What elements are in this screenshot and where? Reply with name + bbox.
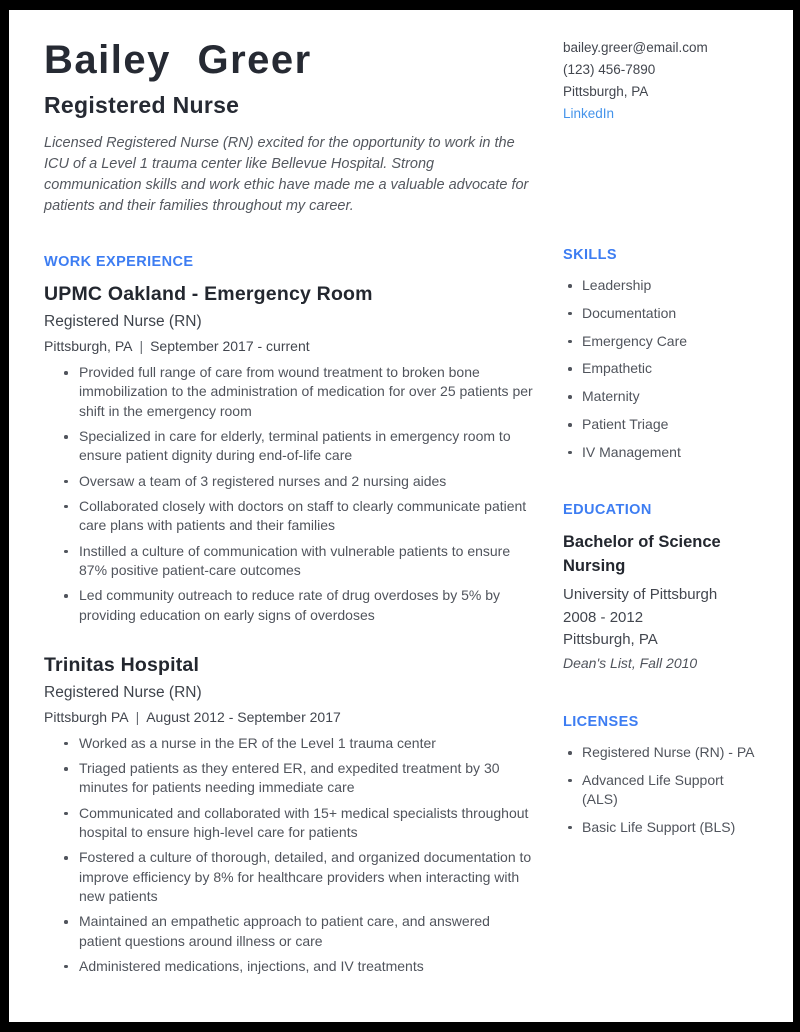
skill-item: Patient Triage bbox=[568, 415, 757, 434]
job-bullet-list bbox=[44, 734, 535, 976]
job-bullet: Led community outreach to reduce rate of drug overdoses by 5% by providing education on early signs of overdoses bbox=[64, 586, 535, 625]
skills-heading: SKILLS bbox=[563, 247, 617, 263]
skill-item: Maternity bbox=[568, 387, 757, 406]
job-bullet: Triaged patients as they entered ER, and expedited treatment by 30 minutes for patients needing immediate care bbox=[64, 759, 535, 798]
contact-location: Pittsburgh, PA bbox=[563, 84, 649, 99]
licenses-section bbox=[563, 714, 757, 837]
job-location: Pittsburgh PA bbox=[44, 708, 129, 725]
right-column bbox=[563, 37, 757, 992]
job-dates: August 2012 - September 2017 bbox=[146, 708, 341, 725]
contact-block bbox=[563, 37, 757, 125]
license-item: Basic Life Support (BLS) bbox=[568, 818, 757, 837]
job-role: Registered Nurse (RN) bbox=[44, 683, 202, 701]
job-bullet: Oversaw a team of 3 registered nurses and 2 nursing aides bbox=[64, 472, 535, 491]
job-company: Trinitas Hospital bbox=[44, 653, 200, 676]
summary-paragraph: Licensed Registered Nurse (RN) excited for the opportunity to work in the ICU of a Level 1 trauma center like Bellevue Hospital. Strong communication skills and work ethic have made me a valuable advocate for patients and their families throughout my career. bbox=[44, 135, 529, 215]
work-experience-section bbox=[44, 254, 535, 976]
job-bullet-list bbox=[44, 363, 535, 625]
meta-separator: | bbox=[139, 338, 144, 355]
skill-item: Documentation bbox=[568, 304, 757, 323]
job-meta bbox=[44, 709, 535, 725]
job-bullet: Worked as a nurse in the ER of the Level 1 trauma center bbox=[64, 734, 535, 753]
education-honors: Dean's List, Fall 2010 bbox=[563, 654, 698, 671]
job-bullet: Administered medications, injections, and IV treatments bbox=[64, 957, 535, 976]
left-column bbox=[44, 37, 535, 992]
education-dates: 2008 - 2012 bbox=[563, 608, 644, 626]
meta-separator: | bbox=[135, 708, 140, 725]
education-school: University of Pittsburgh bbox=[563, 586, 718, 604]
job-bullet: Collaborated closely with doctors on staff to clearly communicate patient care plans with patients and their families bbox=[64, 497, 535, 536]
skill-item: Leadership bbox=[568, 276, 757, 295]
job-entry-trinitas bbox=[44, 654, 535, 976]
person-title: Registered Nurse bbox=[44, 92, 240, 118]
person-name: Bailey Greer bbox=[44, 38, 312, 82]
education-location: Pittsburgh, PA bbox=[563, 631, 658, 649]
license-item: Advanced Life Support (ALS) bbox=[568, 771, 757, 810]
skill-item: Empathetic bbox=[568, 359, 757, 378]
job-bullet: Fostered a culture of thorough, detailed, and organized documentation to improve efficiency by 8% for healthcare providers when interacting with new patients bbox=[64, 848, 535, 906]
job-role: Registered Nurse (RN) bbox=[44, 313, 202, 331]
work-experience-heading: WORK EXPERIENCE bbox=[44, 254, 194, 271]
skills-list bbox=[563, 276, 757, 462]
education-degree: Bachelor of Science Nursing bbox=[563, 533, 721, 576]
contact-phone: (123) 456-7890 bbox=[563, 62, 656, 77]
licenses-list bbox=[563, 743, 757, 837]
job-bullet: Instilled a culture of communication with vulnerable patients to ensure 87% positive patient-care outcomes bbox=[64, 542, 535, 581]
license-item: Registered Nurse (RN) - PA bbox=[568, 743, 757, 762]
job-meta bbox=[44, 338, 535, 354]
skill-item: IV Management bbox=[568, 443, 757, 462]
resume-page bbox=[9, 10, 793, 1022]
job-location: Pittsburgh, PA bbox=[44, 338, 133, 355]
job-company: UPMC Oakland - Emergency Room bbox=[44, 283, 373, 306]
education-section bbox=[563, 502, 757, 674]
job-bullet: Communicated and collaborated with 15+ medical specialists throughout hospital to ensure high-level care for patients bbox=[64, 804, 535, 843]
job-bullet: Maintained an empathetic approach to patient care, and answered patient questions around illness or care bbox=[64, 912, 535, 951]
linkedin-link[interactable]: LinkedIn bbox=[563, 106, 615, 121]
skill-item: Emergency Care bbox=[568, 332, 757, 351]
contact-email: bailey.greer@email.com bbox=[563, 40, 708, 55]
education-heading: EDUCATION bbox=[563, 502, 652, 519]
job-bullet: Specialized in care for elderly, terminal patients in emergency room to ensure patient dignity during end-of-life care bbox=[64, 427, 535, 466]
skills-section bbox=[563, 247, 757, 462]
job-dates: September 2017 - current bbox=[150, 338, 310, 355]
job-entry-upmc bbox=[44, 283, 535, 625]
licenses-heading: LICENSES bbox=[563, 714, 639, 731]
job-bullet: Provided full range of care from wound treatment to broken bone immobilization to the administration of medication for over 25 patients per shift in the emergency room bbox=[64, 363, 535, 421]
